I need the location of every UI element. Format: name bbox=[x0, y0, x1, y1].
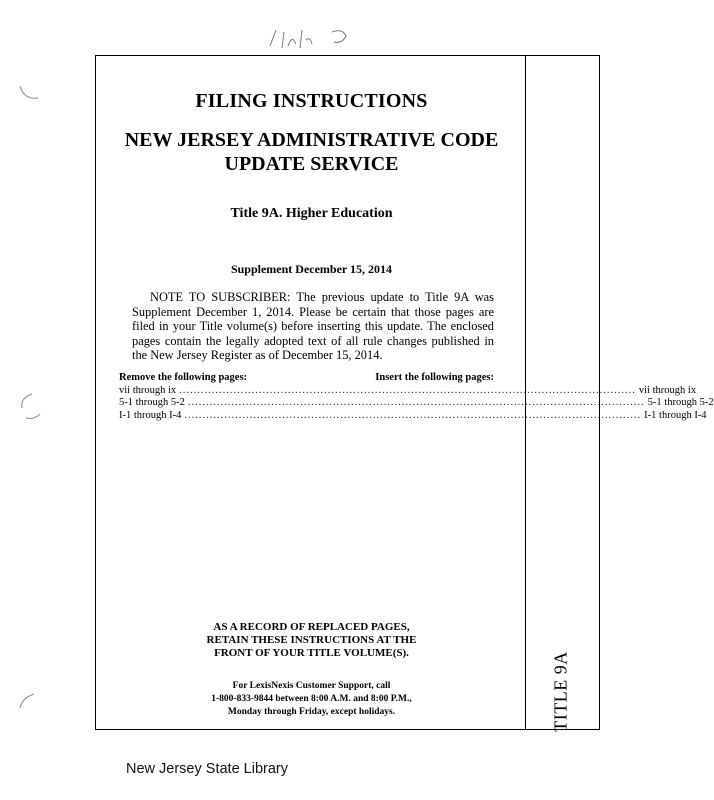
customer-support-info bbox=[96, 680, 527, 719]
insert-header: Insert the following pages: bbox=[375, 372, 494, 383]
record-line1: AS A RECORD OF REPLACED PAGES, bbox=[213, 621, 410, 633]
title-tab bbox=[536, 651, 586, 731]
title-tab-label: TITLE 9A bbox=[550, 650, 571, 732]
title-tab-strip bbox=[525, 56, 599, 732]
punch-hole-mark bbox=[18, 392, 44, 422]
remove-header: Remove the following pages: bbox=[119, 372, 248, 383]
library-stamp: New Jersey State Library bbox=[126, 761, 288, 777]
punch-hole-mark bbox=[18, 82, 42, 104]
document-body bbox=[96, 56, 714, 729]
dot-leader: .............................................................................................................................. bbox=[184, 409, 642, 421]
dot-leader: .............................................................................................................................. bbox=[187, 397, 645, 408]
support-line3: Monday through Friday, except holidays. bbox=[227, 707, 396, 717]
remove-pages: I-1 through I-4 bbox=[119, 409, 182, 421]
record-line3: FRONT OF YOUR TITLE VOLUME(S). bbox=[214, 647, 409, 659]
title-section: Title 9A. Higher Education bbox=[230, 206, 393, 221]
remove-pages: 5-1 through 5-2 bbox=[119, 397, 185, 408]
filing-instructions-title: FILING INSTRUCTIONS bbox=[195, 90, 428, 112]
note-to-subscriber: NOTE TO SUBSCRIBER: The previous update to Title 9A was Supplement December 1, 2014. Please be certain that those pages are filed in your Title volume(s) before inserting this update. The enclosed pages contain the legally adopted text of all rule changes published in the New Jersey Register as of December 15, 2014. bbox=[132, 290, 494, 362]
table-row bbox=[119, 409, 707, 423]
record-instructions bbox=[96, 621, 527, 660]
table-row bbox=[119, 384, 697, 398]
insert-pages: 5-1 through 5-2 bbox=[647, 397, 714, 408]
code-title-line1: NEW JERSEY ADMINISTRATIVE CODE bbox=[124, 129, 499, 151]
table-row bbox=[119, 397, 714, 410]
code-title-line2: UPDATE SERVICE bbox=[224, 153, 399, 175]
support-line1: For LexisNexis Customer Support, call bbox=[232, 681, 391, 691]
dot-leader: .............................................................................................................................. bbox=[179, 384, 636, 396]
document-frame bbox=[95, 55, 714, 732]
table-header bbox=[119, 372, 494, 385]
page-replacement-table bbox=[119, 372, 714, 422]
code-title bbox=[96, 128, 527, 176]
handwritten-annotation bbox=[262, 22, 382, 52]
remove-pages: vii through ix bbox=[119, 384, 177, 396]
record-line2: RETAIN THESE INSTRUCTIONS AT THE bbox=[206, 634, 417, 646]
support-line2: 1-800-833-9844 between 8:00 A.M. and 8:00 P.M., bbox=[211, 694, 412, 704]
punch-hole-mark bbox=[16, 690, 40, 710]
supplement-date: Supplement December 15, 2014 bbox=[230, 262, 393, 276]
insert-pages: vii through ix bbox=[638, 384, 697, 396]
insert-pages: I-1 through I-4 bbox=[644, 409, 707, 421]
